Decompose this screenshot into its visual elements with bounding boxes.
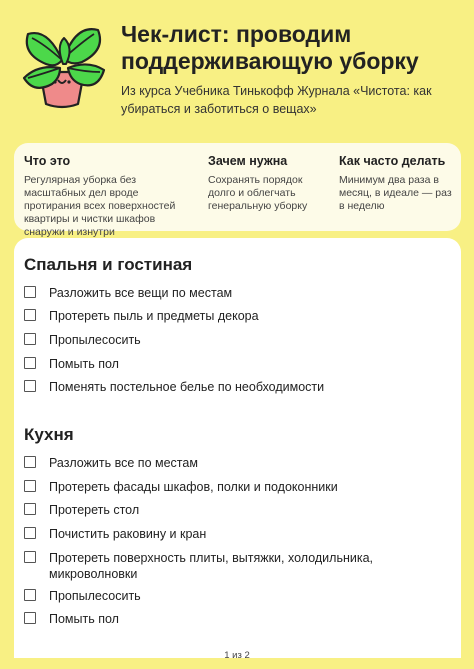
checklist-item[interactable] xyxy=(24,588,454,604)
checkbox-icon[interactable] xyxy=(24,380,36,392)
checklist-item-label: Пропылесосить xyxy=(49,333,141,347)
info-how-often-text: Минимум два раза в месяц, в идеале — раз в неделю xyxy=(339,174,452,212)
checklist-item-label: Разложить все вещи по местам xyxy=(49,286,233,300)
info-what-text: Регулярная уборка без масштабных дел вроде протирания всех поверхностей квартиры и чистки шкафов снаружи и изнутри xyxy=(24,174,176,238)
info-what-heading: Что это xyxy=(24,154,71,168)
info-what xyxy=(24,153,194,239)
checkbox-icon[interactable] xyxy=(24,456,36,468)
page-title: Чек-лист: проводим поддерживающую уборку xyxy=(121,21,419,74)
page-number: 1 из 2 xyxy=(224,650,250,661)
checklist-item-label: Протереть поверхность плиты, вытяжки, холодильника, микроволновки xyxy=(49,551,374,581)
checklist-card xyxy=(14,238,461,658)
checklist-item-label: Протереть стол xyxy=(49,503,140,517)
checklist-item-label: Поменять постельное белье по необходимости xyxy=(49,380,325,394)
checklist-item[interactable] xyxy=(24,285,454,301)
checklist-item[interactable] xyxy=(24,356,454,372)
potted-plant-icon xyxy=(18,20,110,112)
checklist-item[interactable] xyxy=(24,550,454,582)
checkbox-icon[interactable] xyxy=(24,589,36,601)
info-card xyxy=(14,143,461,238)
checklist-item[interactable] xyxy=(24,611,454,627)
checklist-item-label: Разложить все по местам xyxy=(49,456,198,470)
checklist-item[interactable] xyxy=(24,308,454,324)
checklist-item-label: Протереть пыль и предметы декора xyxy=(49,309,259,323)
checklist-item-label: Протереть фасады шкафов, полки и подоконники xyxy=(49,480,338,494)
checkbox-icon[interactable] xyxy=(24,286,36,298)
checklist-item-label: Помыть пол xyxy=(49,357,119,371)
info-how-often-heading: Как часто делать xyxy=(339,154,446,168)
checkbox-icon[interactable] xyxy=(24,527,36,539)
info-how-often xyxy=(339,153,459,213)
checklist-item[interactable] xyxy=(24,455,454,471)
checklist-item-label: Пропылесосить xyxy=(49,589,141,603)
info-why-text: Сохранять порядок долго и облегчать генеральную уборку xyxy=(208,174,308,212)
section-title-kitchen: Кухня xyxy=(24,425,74,444)
checkbox-icon[interactable] xyxy=(24,480,36,492)
checklist-item[interactable] xyxy=(24,479,454,495)
checklist-item-label: Помыть пол xyxy=(49,612,119,626)
checklist-item[interactable] xyxy=(24,332,454,348)
checklist-item[interactable] xyxy=(24,379,454,395)
checklist-item[interactable] xyxy=(24,502,454,518)
header xyxy=(0,0,474,140)
checkbox-icon[interactable] xyxy=(24,357,36,369)
checklist-item-label: Почистить раковину и кран xyxy=(49,527,207,541)
checkbox-icon[interactable] xyxy=(24,551,36,563)
checkbox-icon[interactable] xyxy=(24,503,36,515)
checklist-item[interactable] xyxy=(24,526,454,542)
info-why-heading: Зачем нужна xyxy=(208,154,288,168)
course-subtitle: Из курса Учебника Тинькофф Журнала «Чистота: как убираться и заботиться о вещах» xyxy=(121,84,432,116)
checkbox-icon[interactable] xyxy=(24,612,36,624)
checkbox-icon[interactable] xyxy=(24,309,36,321)
section-title-bedroom: Спальня и гостиная xyxy=(24,255,193,274)
info-why xyxy=(208,153,330,213)
checkbox-icon[interactable] xyxy=(24,333,36,345)
